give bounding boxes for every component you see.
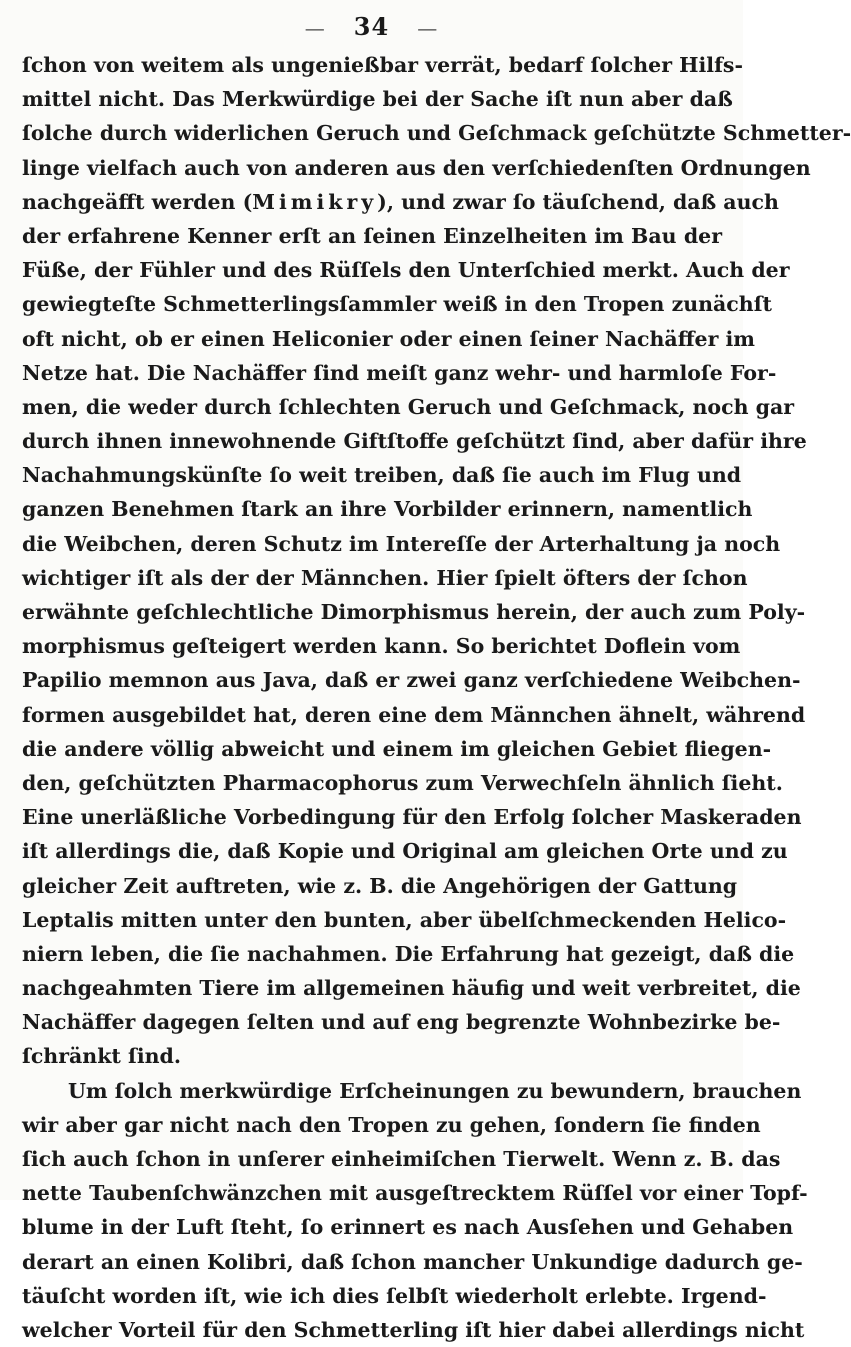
text-line: Leptalis mitten unter den bunten, aber übelſchmeckenden Helico-	[22, 907, 787, 932]
text-fragment: nachgeäfft werden (	[22, 189, 253, 214]
text-line: Um ſolch merkwürdige Erſcheinungen zu bewundern, brauchen	[68, 1078, 802, 1103]
text-line: gewiegteſte Schmetterlingsſammler weiß in den Tropen zunächſt	[22, 292, 772, 317]
text-line: ſich auch ſchon in unſerer einheimiſchen Tierwelt. Wenn z. B. das	[22, 1147, 781, 1171]
text-line: Papilio memnon aus Java, daß er zwei ganz verſchiedene Weibchen-	[22, 668, 801, 693]
text-line: durch ihnen innewohnende Giftſtoffe geſchützt ſind, aber dafür ihre	[22, 429, 807, 454]
emphasized-term: Mimikry	[252, 189, 378, 214]
text-line: welcher Vorteil für den Schmetterling iſt hier dabei allerdings nicht	[22, 1317, 805, 1342]
text-line: gleicher Zeit auftreten, wie z. B. die Angehörigen der Gattung	[22, 873, 738, 898]
text-line: Nachahmungskünſte ſo weit treiben, daß ſie auch im Flug und	[22, 463, 742, 488]
text-line: die Weibchen, deren Schutz im Intereſſe der Arterhaltung ja noch	[22, 531, 781, 556]
text-line: Eine unerläßliche Vorbedingung für den Erfolg ſolcher Maskeraden	[22, 805, 802, 830]
text-line: ſolche durch widerlichen Geruch und Geſchmack geſchützte Schmetter-	[22, 121, 851, 146]
header-dash-right: —	[417, 16, 439, 40]
text-line: die andere völlig abweicht und einem im gleichen Gebiet fliegen-	[22, 736, 772, 761]
page-header	[0, 12, 743, 41]
text-fragment: ), und zwar ſo täuſchend, daß auch	[377, 189, 779, 214]
text-line: ganzen Benehmen ſtark an ihre Vorbilder erinnern, namentlich	[22, 497, 753, 522]
text-line: derart an einen Kolibri, daß ſchon mancher Unkundige dadurch ge-	[22, 1249, 803, 1274]
text-line: wichtiger iſt als der der Männchen. Hier ſpielt öfters der ſchon	[22, 565, 748, 590]
text-line: formen ausgebildet hat, deren eine dem Männchen ähnelt, während	[22, 702, 806, 727]
text-line: mittel nicht. Das Merkwürdige bei der Sache iſt nun aber daß	[22, 87, 733, 112]
text-line: morphismus geſteigert werden kann. So berichtet Doflein vom	[22, 634, 741, 659]
body-text	[22, 48, 851, 1347]
text-line: Füße, der Fühler und des Rüſſels den Unterſchied merkt. Auch der	[22, 258, 790, 283]
text-line: linge vielfach auch von anderen aus den verſchiedenſten Ordnungen	[22, 155, 811, 180]
text-line: wir aber gar nicht nach den Tropen zu gehen, ſondern ſie finden	[22, 1112, 761, 1137]
text-line: niern leben, die ſie nachahmen. Die Erfahrung hat gezeigt, daß die	[22, 941, 795, 966]
text-line: täuſcht worden iſt, wie ich dies ſelbſt wiederholt erlebte. Irgend-	[22, 1283, 767, 1308]
text-line: blume in der Luft ſteht, ſo erinnert es nach Ausſehen und Gehaben	[22, 1215, 794, 1240]
text-line: Netze hat. Die Nachäffer ſind meiſt ganz wehr- und harmloſe For-	[22, 360, 777, 385]
text-line: nette Taubenſchwänzchen mit ausgeſtrecktem Rüſſel vor einer Topf-	[22, 1181, 808, 1206]
text-line: oft nicht, ob er einen Heliconier oder einen ſeiner Nachäffer im	[22, 326, 755, 351]
text-line: den, geſchützten Pharmacophorus zum Verwechſeln ähnlich ſieht.	[22, 770, 783, 795]
text-line: iſt allerdings die, daß Kopie und Original am gleichen Orte und zu	[22, 839, 788, 864]
header-dash-left: —	[304, 16, 326, 40]
text-line: ſchon von weitem als ungenießbar verrät, bedarf ſolcher Hilfs-	[22, 53, 743, 77]
text-line: nachgeahmten Tiere im allgemeinen häufig und weit verbreitet, die	[22, 976, 801, 1001]
text-line: ſchränkt ſind.	[22, 1044, 181, 1069]
page-number: 34	[353, 12, 390, 41]
text-line: men, die weder durch ſchlechten Geruch und Geſchmack, noch gar	[22, 394, 795, 419]
text-line: erwähnte geſchlechtliche Dimorphismus herein, der auch zum Poly-	[22, 600, 806, 624]
text-line	[22, 185, 779, 219]
text-line: der erfahrene Kenner erſt an ſeinen Einzelheiten im Bau der	[22, 223, 722, 248]
text-line: Nachäffer dagegen ſelten und auf eng begrenzte Wohnbezirke be-	[22, 1010, 781, 1035]
